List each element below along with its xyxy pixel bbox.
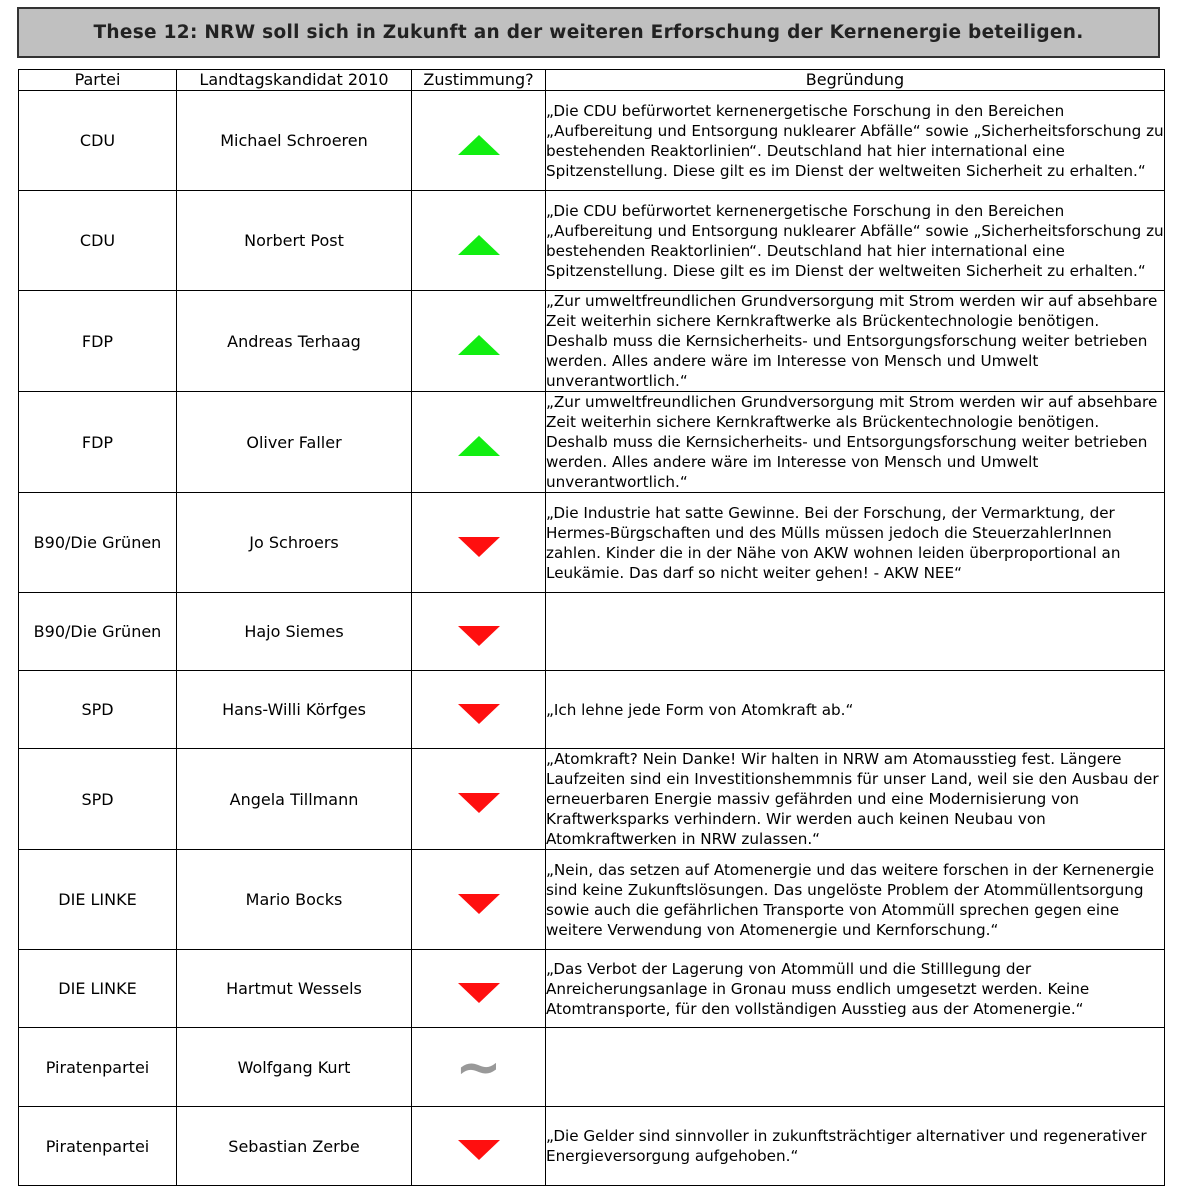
reason-cell [546, 593, 1165, 671]
triangle-up-icon [458, 436, 500, 456]
column-header-reason: Begründung [546, 70, 1165, 91]
reason-text: „Die CDU befürwortet kernenergetische Forschung in den Bereichen „Aufbereitung und Entsorgung nuklearer Abfälle“ sowie „Sicherheitsforschung zu bestehenden Reaktorlinien“. Deutschland hat hier international eine Spitzenstellung. Diese gilt es im Dienst der weltweiten Sicherheit zu erhalten.“ [546, 201, 1164, 280]
vote-cell [412, 850, 546, 950]
table-row [19, 493, 1165, 593]
triangle-down-icon [458, 1140, 500, 1160]
table-row [19, 1028, 1165, 1107]
positions-table [18, 69, 1165, 1186]
table-body [19, 91, 1165, 1186]
table-row [19, 749, 1165, 850]
reason-text: „Das Verbot der Lagerung von Atommüll und die Stilllegung der Anreicherungsanlage in Gronau muss endlich umgesetzt werden. Keine Atomtransporte, für den vollständigen Ausstieg aus der Atomenergie.“ [546, 959, 1090, 1018]
vote-cell [412, 671, 546, 749]
vote-cell [412, 749, 546, 850]
column-header-vote: Zustimmung? [412, 70, 546, 91]
vote-cell [412, 291, 546, 392]
table-row [19, 1107, 1165, 1186]
table-row [19, 950, 1165, 1028]
triangle-down-icon [458, 793, 500, 813]
column-header-party: Partei [19, 70, 177, 91]
vote-cell [412, 950, 546, 1028]
vote-cell [412, 593, 546, 671]
party-cell: SPD [19, 749, 177, 850]
triangle-up-icon [458, 135, 500, 155]
reason-cell [546, 749, 1165, 850]
reason-text: „Zur umweltfreundlichen Grundversorgung mit Strom werden wir auf absehbare Zeit weiterhin sichere Kernkraftwerke als Brückentechnologie benötigen. Deshalb muss die Kernsicherheits- und Entsorgungsforschung weiter betrieben werden. Alles andere wäre im Interesse von Mensch und Umwelt unverantwortlich.“ [546, 292, 1158, 390]
triangle-up-icon [458, 235, 500, 255]
table-row [19, 850, 1165, 950]
triangle-down-icon [458, 704, 500, 724]
candidate-cell: Jo Schroers [177, 493, 412, 593]
triangle-down-icon [458, 983, 500, 1003]
reason-text: „Zur umweltfreundlichen Grundversorgung mit Strom werden wir auf absehbare Zeit weiterhin sichere Kernkraftwerke als Brückentechnologie benötigen. Deshalb muss die Kernsicherheits- und Entsorgungsforschung weiter betrieben werden. Alles andere wäre im Interesse von Mensch und Umwelt unverantwortlich.“ [546, 393, 1158, 491]
reason-cell [546, 1107, 1165, 1186]
triangle-down-icon [458, 537, 500, 557]
table-row [19, 392, 1165, 493]
candidate-cell: Hans-Willi Körfges [177, 671, 412, 749]
candidate-cell: Oliver Faller [177, 392, 412, 493]
vote-cell [412, 493, 546, 593]
page-title: These 12: NRW soll sich in Zukunft an der weiteren Erforschung der Kernenergie beteiligen. [17, 7, 1160, 58]
table-row [19, 671, 1165, 749]
reason-cell [546, 291, 1165, 392]
reason-cell [546, 850, 1165, 950]
party-cell: FDP [19, 392, 177, 493]
triangle-down-icon [458, 626, 500, 646]
candidate-cell: Hartmut Wessels [177, 950, 412, 1028]
party-cell: FDP [19, 291, 177, 392]
vote-cell [412, 1028, 546, 1107]
candidate-cell: Michael Schroeren [177, 91, 412, 191]
candidate-cell: Angela Tillmann [177, 749, 412, 850]
vote-cell [412, 1107, 546, 1186]
party-cell: DIE LINKE [19, 850, 177, 950]
reason-text: „Die Industrie hat satte Gewinne. Bei der Forschung, der Vermarktung, der Hermes-Bürgschaften und des Mülls müssen jedoch die SteuerzahlerInnen zahlen. Kinder die in der Nähe von AKW wohnen leiden überproportional an Leukämie. Das darf so nicht weiter gehen! - AKW NEE“ [546, 503, 1121, 582]
party-cell: Piratenpartei [19, 1028, 177, 1107]
candidate-cell: Norbert Post [177, 191, 412, 291]
reason-cell [546, 1028, 1165, 1107]
reason-cell [546, 392, 1165, 493]
reason-cell [546, 671, 1165, 749]
triangle-up-icon [458, 335, 500, 355]
reason-text: „Ich lehne jede Form von Atomkraft ab.“ [546, 700, 854, 719]
reason-text: „Die Gelder sind sinnvoller in zukunftsträchtiger alternativer und regenerativer Energieversorgung aufgehoben.“ [546, 1127, 1147, 1165]
column-header-candidate: Landtagskandidat 2010 [177, 70, 412, 91]
vote-cell [412, 191, 546, 291]
candidate-cell: Mario Bocks [177, 850, 412, 950]
table-row [19, 291, 1165, 392]
vote-cell [412, 392, 546, 493]
party-cell: CDU [19, 91, 177, 191]
tilde-icon: ~ [455, 1035, 502, 1100]
party-cell: SPD [19, 671, 177, 749]
reason-text: „Die CDU befürwortet kernenergetische Forschung in den Bereichen „Aufbereitung und Entsorgung nuklearer Abfälle“ sowie „Sicherheitsforschung zu bestehenden Reaktorlinien“. Deutschland hat hier international eine Spitzenstellung. Diese gilt es im Dienst der weltweiten Sicherheit zu erhalten.“ [546, 101, 1164, 180]
reason-cell [546, 493, 1165, 593]
reason-text: „Atomkraft? Nein Danke! Wir halten in NRW am Atomausstieg fest. Längere Laufzeiten sind ein Investitionshemmnis für unser Land, weil sie den Ausbau der erneuerbaren Energie massiv gefährden und eine Modernisierung von Kraftwerksparks verhindern. Wir werden auch keinen Neubau von Atomkraftwerken in NRW zulassen.“ [546, 750, 1159, 848]
table-row [19, 191, 1165, 291]
party-cell: CDU [19, 191, 177, 291]
vote-cell [412, 91, 546, 191]
table-row [19, 593, 1165, 671]
party-cell: Piratenpartei [19, 1107, 177, 1186]
candidate-cell: Sebastian Zerbe [177, 1107, 412, 1186]
reason-text: „Nein, das setzen auf Atomenergie und das weitere forschen in der Kernenergie sind keine Zukunftslösungen. Das ungelöste Problem der Atommüllentsorgung sowie auch die gefährlichen Transporte von Atommüll sprechen gegen eine weitere Verwendung von Atomenergie und Kernforschung.“ [546, 860, 1155, 939]
party-cell: B90/Die Grünen [19, 493, 177, 593]
candidate-cell: Andreas Terhaag [177, 291, 412, 392]
reason-cell [546, 191, 1165, 291]
triangle-down-icon [458, 894, 500, 914]
table-row [19, 91, 1165, 191]
reason-cell [546, 91, 1165, 191]
party-cell: B90/Die Grünen [19, 593, 177, 671]
candidate-cell: Wolfgang Kurt [177, 1028, 412, 1107]
party-cell: DIE LINKE [19, 950, 177, 1028]
reason-cell [546, 950, 1165, 1028]
table-header-row [19, 70, 1165, 91]
candidate-cell: Hajo Siemes [177, 593, 412, 671]
